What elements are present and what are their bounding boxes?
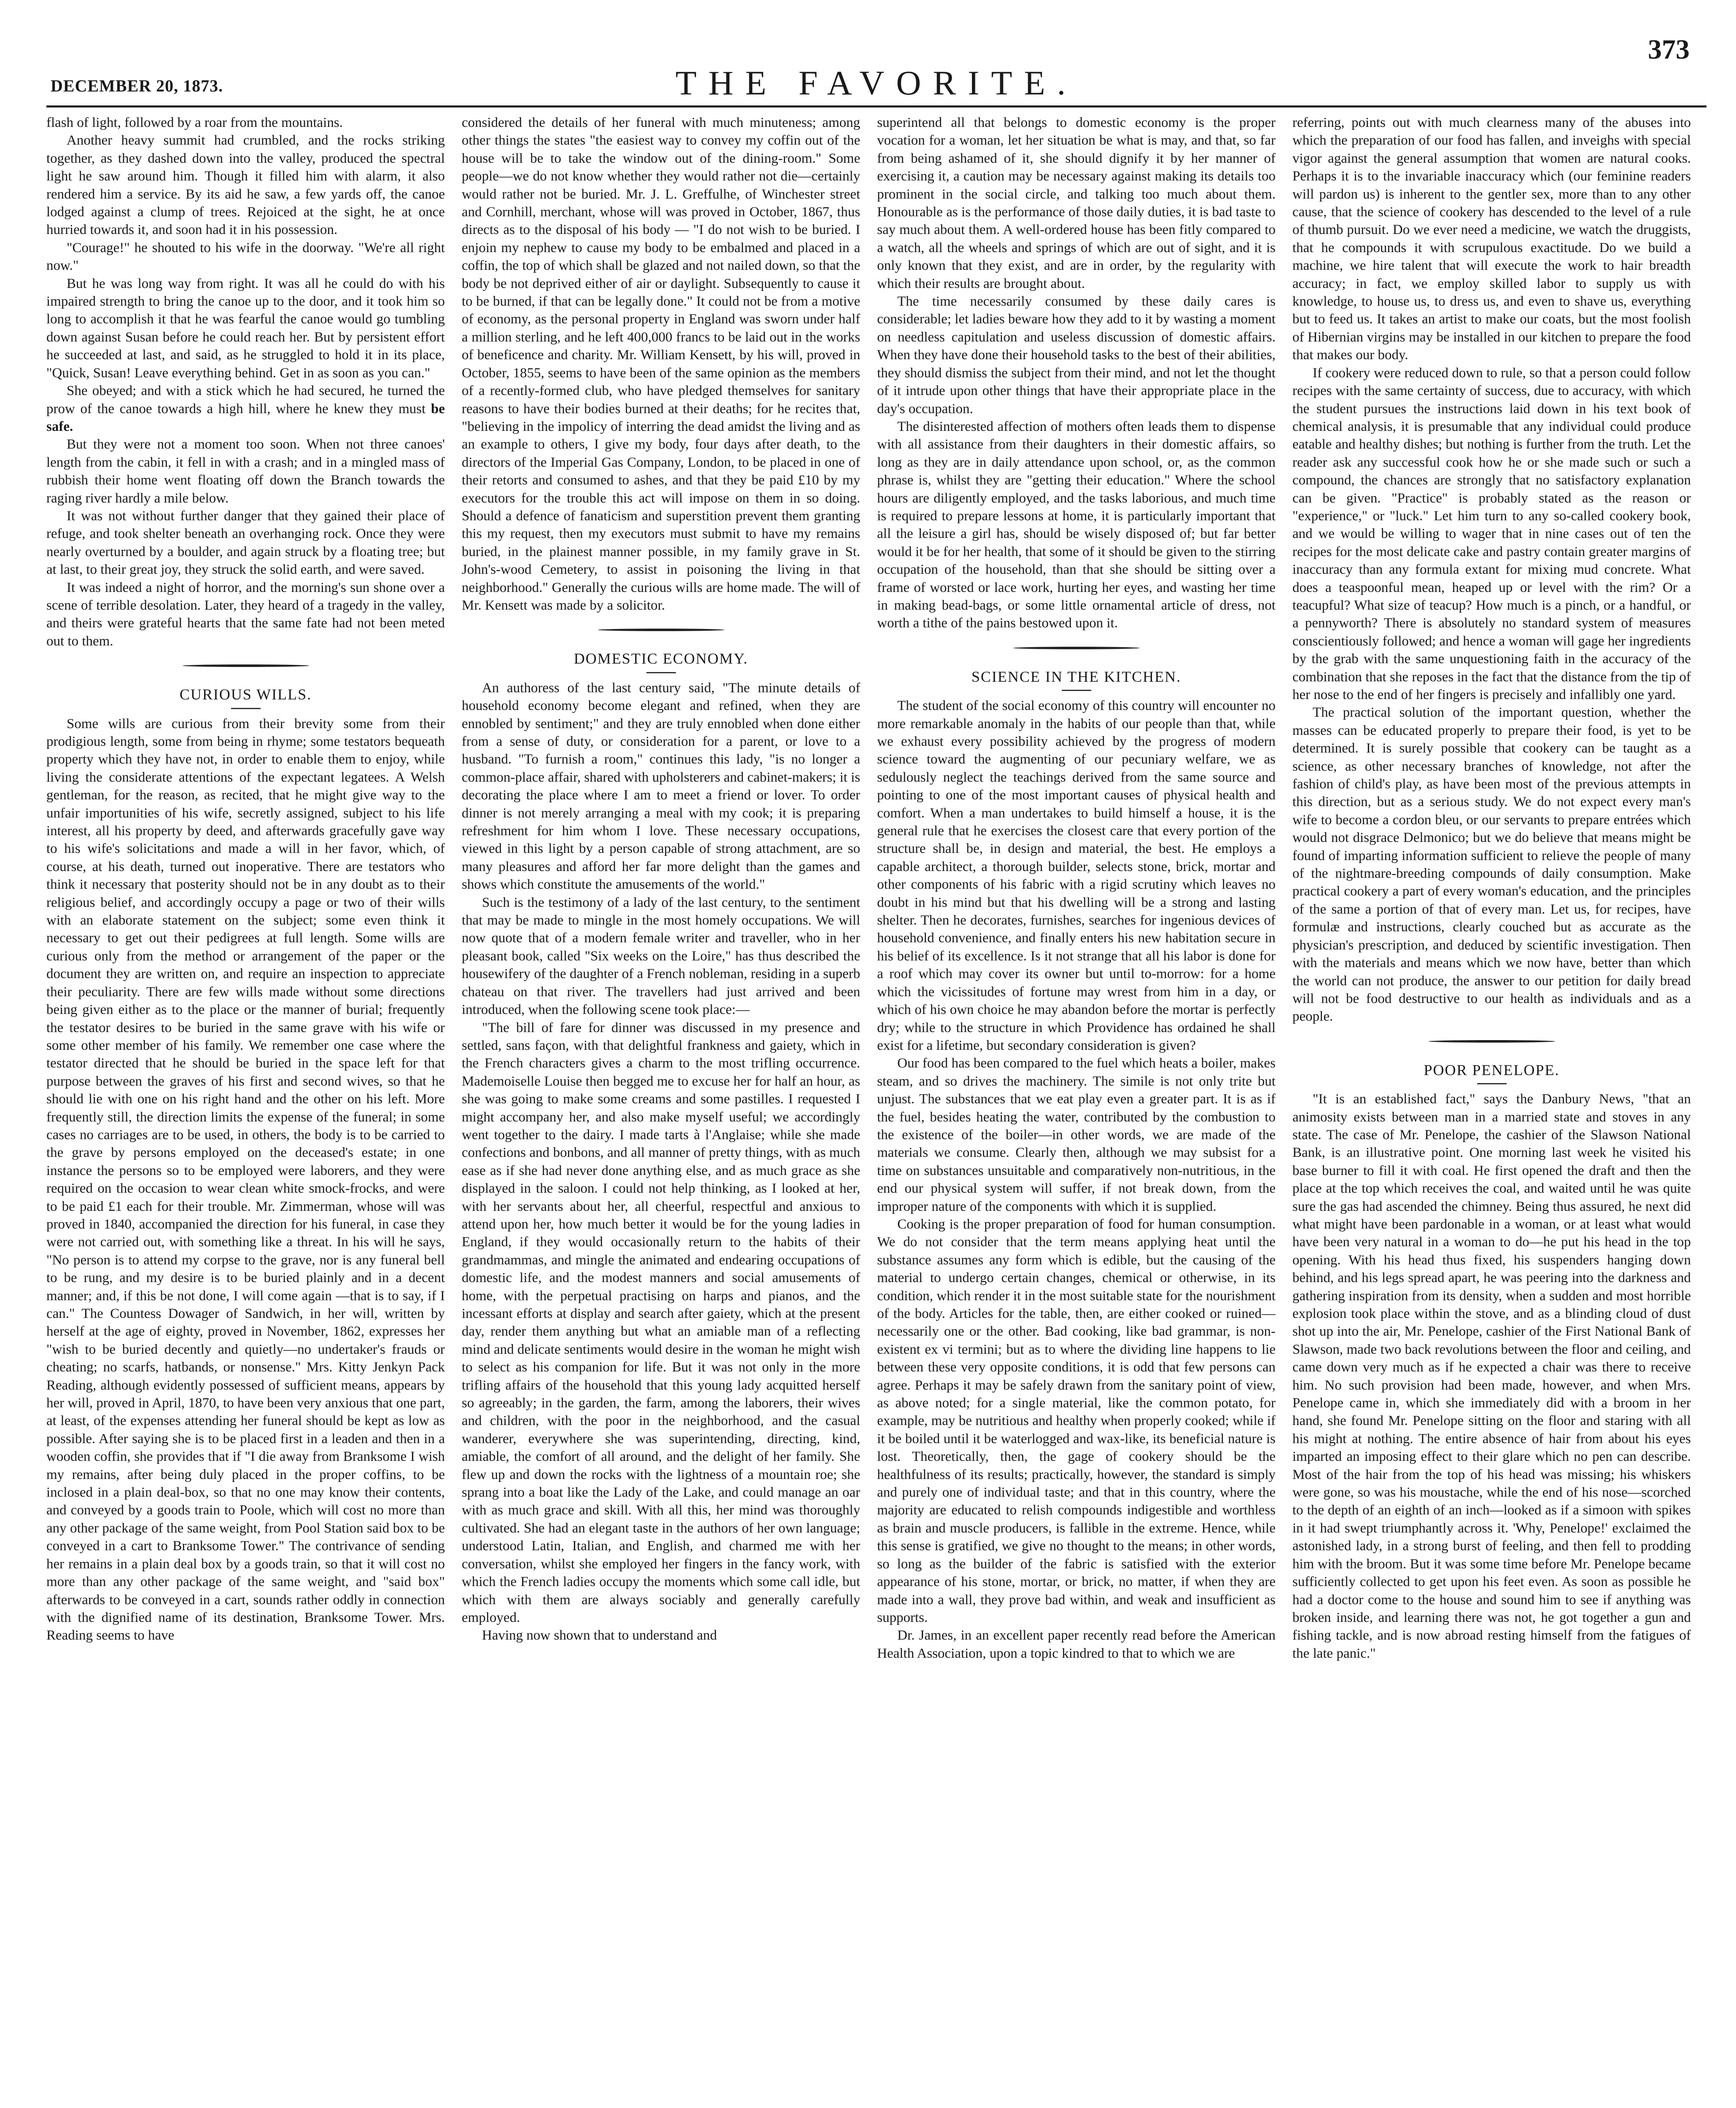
paragraph: The student of the social economy of this country will encounter no more remarkable anomaly in the habits of our people than that, while we exhaust every possibility achieved by the progress of modern science toward the augmenting of our pecuniary welfare, we as sedulously neglect the teachings derived from the same source and pointing to one of the most important causes of physical health and comfort. When a man undertakes to build himself a house, it is the general rule that he exercises the closest care that every portion of the structure shall be, in design and material, the best. He employs a capable architect, a thorough builder, selects stone, brick, mortar and other components of his fabric with a rigid scrutiny which leaves no doubt in his mind but that his dwelling will be a strong and lasting shelter. Then he decorates, furnishes, searches for ingenious devices of household convenience, and finally enters his new habitation secure in his belief of its excellence. Is it not strange that all his labor is done for a roof which may cover its owner but until to-morrow: for a home which the vicissitudes of fortune may wrest from him in a day, or which of his own choice he may abandon before the mortar is perfectly dry; while to the structure in which Providence has ordained he shall exist for a lifetime, but secondary consideration is given? — [877, 698, 1276, 1053]
paragraph: superintend all that belongs to domestic economy is the proper vocation for a woman, let her situation be what is may, and that, so far from being ashamed of it, she should dignify it by her manner of exercising it, a caution may be necessary against making its details too prominent in the social circle, and talking too much about them. Honourable as is the performance of those daily duties, it is bad taste to say much about them. A well-ordered house has been fitly compared to a watch, all the wheels and springs of which are out of sight, and it is only known that they exist, and are in order, by the regularity with which their results are brought about. — [877, 115, 1276, 291]
section-divider — [46, 653, 445, 678]
article-columns — [46, 114, 1691, 2108]
paragraph: But he was long way from right. It was all he could do with his impaired strength to bring the canoe up to the door, and it took him so long to accomplish it that he was fearful the canoe would go tumbling down against Susan before he could reach her. But by persistent effort he succeeded at last, and said, as he struggled to hold it in its place, "Quick, Susan! Leave everything behind. Get in as soon as you can." — [46, 276, 445, 381]
paragraph: referring, points out with much clearness many of the abuses into which the preparation of our food has fallen, and inveighs with special vigor against the general assumption that women are natural cooks. Perhaps it is to the invariable inaccuracy which (our feminine readers will pardon us) is inherent to the gentler sex, more than to any other cause, that the science of cookery has descended to the level of a rule of thumb pursuit. Do we ever need a medicine, we watch the druggists, that he compounds it with scrupulous exactitude. Do we build a machine, we hire talent that will execute the work to hair breadth accuracy; in fact, we employ skilled labor to supply us with knowledge, to house us, to dress us, and even to shave us, everything but to feed us. It takes an artist to make our coats, but the most foolish of Hibernian virgins may be installed in our kitchen to prepare the food that makes our body. — [1292, 115, 1691, 363]
paragraph: Our food has been compared to the fuel which heats a boiler, makes steam, and so drives the machinery. The simile is not only trite but unjust. The substances that we eat play even a greater part. It is as if the fuel, besides heating the water, contributed by the combustion to the existence of the boiler—in other words, we are made of the materials we consume. Clearly then, although we may subsist for a time on substances unsuitable and comparatively non-nutritious, in the end our physical system will suffer, if not break down, from the improper nature of the components with which it is supplied. — [877, 1056, 1276, 1214]
issue-date: DECEMBER 20, 1873. — [51, 76, 223, 95]
paragraph: An authoress of the last century said, "The minute details of household economy become elegant and refined, when they are ennobled by sentiment;" and they are truly ennobled when done either from a sense of duty, or consideration for a parent, or love to a husband. "To furnish a room," continues this lady, "is no longer a common-place affair, shared with upholsterers and cabinet-makers; it is decorating the place where I am to meet a friend or lover. To order dinner is not merely arranging a meal with my cook; it is preparing refreshment for him whom I love. These necessary occupations, viewed in this light by a person capable of strong attachment, are so many pleasures and afford her far more delight than the games and shows which constitute the amusements of the world." — [462, 680, 860, 893]
paragraph: The time necessarily consumed by these daily cares is considerable; let ladies beware how they add to it by wasting a moment on needless capitulation and useless discussion of domestic affairs. When they have done their household tasks to the best of their abilities, they should dismiss the subject from their mind, and not let the thought of it intrude upon other things that have their appropriate place in the day's occupation. — [877, 294, 1276, 417]
paragraph: The practical solution of the important question, whether the masses can be educated properly to prepare their food, is yet to be determined. It is surely possible that cookery can be taught as a science, as other necessary branches of knowledge, not after the fashion of child's play, as have been most of the previous attempts in this direction, but as a serious study. We do not expect every man's wife to become a cordon bleu, or our servants to prepare entrées which would not disgrace Delmonico; but we do believe that means might be found of imparting information sufficient to relieve the people of many of the nightmare-breeding compounds of daily consumption. Make practical cookery a part of every woman's education, and the principles of the same a portion of that of every man. Let us, for recipes, have formulæ and instructions, clearly couched but as accurate as the physician's prescription, and deduced by scientific investigation. Then with the materials and means which we now have, better than which the world can not produce, the answer to our petition for daily bread will not be food destructive to our health as individuals and as a people. — [1292, 705, 1691, 1024]
column-1 — [46, 114, 445, 2108]
heading-rule — [1062, 690, 1091, 691]
divider-ornament — [183, 664, 309, 667]
paragraph: Dr. James, in an excellent paper recently read before the American Health Association, upon a topic kindred to that to which we are — [877, 1628, 1276, 1661]
divider-ornament — [598, 629, 724, 631]
paragraph: "The bill of fare for dinner was discussed in my presence and settled, sans façon, with that delightful frankness and gaiety, which in the French characters gives a charm to the most trifling occurrence. Mademoiselle Louise then begged me to excuse her for half an hour, as she was going to make some creams and some pastilles. I requested I might accompany her, and also make myself useful; we accordingly went together to the dairy. I made tarts à l'Anglaise; while she made confections and bonbons, and all manner of pretty things, with as much ease as if she had never done anything else, and as much grace as she displayed in the saloon. I could not help thinking, as I looked at her, with her servants about her, all cheerful, respectful and anxious to attend upon her, how much better it would be for the young ladies in England, if they would occasionally return to the habits of their grandmammas, and mingle the animated and endearing occupations of domestic life, and the modest manners and social amusements of home, with the perpetual practising on harps and pianos, and the incessant efforts at display and search after gaiety, which at the present day, render them anything but what an amiable man of a reflecting mind and delicate sentiments would desire in the woman he might wish to select as his companion for life. But it was not only in the more trifling affairs of the household that this young lady acquitted herself so agreeably; in the garden, the farm, among the laborers, their wives and children, with the poor in the neighborhood, and the casual wanderer, everywhere she was superintending, directing, kind, amiable, the comfort of all around, and the delight of her family. She flew up and down the rocks with the lightness of a mountain roe; she sprang into a boat like the Lady of the Lake, and could manage an oar with as much grace and skill. With all this, her mind was thoroughly cultivated. She had an elegant taste in the authors of her own language; understood Latin, Italian, and English, and charmed me with her conversation, whilst she employed her fingers in the fancy work, with which the French ladies occupy the moments which some call idle, but which with them are always sociably and generally carefully employed. — [462, 1020, 860, 1625]
article-heading: SCIENCE IN THE KITCHEN. — [971, 668, 1182, 685]
masthead — [46, 17, 1706, 108]
paragraph: Another heavy summit had crumbled, and the rocks striking together, as they dashed down into the valley, produced the spectral light he saw around him. Though it filled him with alarm, it also rendered him a service. By its aid he saw, a few yards off, the canoe lodged against a clump of trees. Rejoiced at the sight, he at once hurried towards it, and soon had it in his possession. — [46, 133, 445, 238]
paragraph: It was not without further danger that they gained their place of refuge, and took shelter beneath an overhanging rock. Once they were nearly overturned by a boulder, and again struck by a floating tree; but at last, to their great joy, they struck the solid earth, and were saved. — [46, 508, 445, 578]
paragraph — [46, 382, 445, 436]
paragraph: But they were not a moment too soon. When not three canoes' length from the cabin, it fell in with a crash; and in a mingled mass of rubbish their home went floating off down the Branch towards the raging river hardly a mile below. — [46, 437, 445, 506]
paragraph: Cooking is the proper preparation of food for human consumption. We do not consider that the term means applying heat until the substance assumes any form which is edible, but the causing of the material to undergo certain changes, chemical or otherwise, in its condition, which render it in the most suitable state for the nourishment of the body. Articles for the table, then, are either cooked or ruined—necessarily one or the other. Bad cooking, like bad grammar, is non-existent ex vi termini; but as to where the dividing line happens to lie between these very opposite conditions, it is odd that few persons can agree. Perhaps it may be safely drawn from the sanitary point of view, as above noted; for a single material, like the common potato, for example, may be nutritious and healthy when properly cooked; while if it be boiled until it be waterlogged and wax-like, its beneficial nature is lost. Theoretically, then, the gage of cookery should be the healthfulness of its results; practically, however, the standard is simply and purely one of individual taste; and that in this country, where the majority are educated to relish compounds indigestible and worthless as brain and muscle producers, is fallible in the extreme. Hence, while this sense is gratified, we give no thought to the means; in other words, so long as the builder of the fabric is satisfied with the exterior appearance of his stone, mortar, or brick, no matter, if when they are made into a wall, they prove bad within, and weak and insufficient as supports. — [877, 1216, 1276, 1625]
page-number: 373 — [1648, 34, 1690, 65]
paragraph-text: She obeyed; and with a stick which he had secured, he turned the prow of the canoe towards a high hill, where he knew they must — [46, 383, 445, 417]
heading-rule — [231, 708, 261, 709]
publication-title: THE FAVORITE. — [675, 64, 1078, 102]
paragraph: "Courage!" he shouted to his wife in the doorway. "We're all right now." — [46, 240, 445, 274]
column-4 — [1292, 114, 1691, 2108]
paragraph: flash of light, followed by a roar from the mountains. — [46, 115, 343, 130]
paragraph: It was indeed a night of horror, and the morning's sun shone over a scene of terrible desolation. Later, they heard of a tragedy in the valley, and theirs were grateful hearts that the same fate had not been meted out to them. — [46, 580, 445, 649]
article-heading: DOMESTIC ECONOMY. — [573, 650, 748, 667]
heading-rule — [646, 672, 676, 673]
divider-ornament — [1013, 647, 1140, 649]
paragraph: The disinterested affection of mothers often leads them to dispense with all assistance from their daughters in their domestic affairs, so long as they are in daily attendance upon school, or, as the common phrase is, whilst they are "getting their education." Where the school hours are diligently employed, and the tasks laborious, and much time is required to prepare lessons at home, it is particularly important that all the leisure a girl has, should be wisely disposed of; but far better would it be for her health, that some of it should be given to the stirring occupation of the household, than that she should be sitting over a frame of worsted or lace work, hurting her eyes, and wasting her time in making bead-bags, or some little ornamental article of dress, not worth a tithe of the pains bestowed upon it. — [877, 419, 1276, 631]
heading-rule — [1477, 1083, 1507, 1084]
article-heading: CURIOUS WILLS. — [179, 686, 312, 703]
paragraph: Such is the testimony of a lady of the last century, to the sentiment that may be made to mingle in the most homely occupations. We will now quote that of a modern female writer and traveller, who in her pleasant book, called "Six weeks on the Loire," has thus described the housewifery of the daughter of a French nobleman, residing in a superb chateau on that river. The travellers had just arrived and been introduced, when the following scene took place:— — [462, 895, 860, 1018]
article-heading: POOR PENELOPE. — [1424, 1061, 1560, 1078]
section-divider — [1292, 1029, 1691, 1054]
column-3 — [877, 114, 1276, 2108]
paragraph: Some wills are curious from their brevity some from their prodigious length, some from being in rhyme; some testators bequeath property which they have not, in order to enable them to enjoy, while living the considerate attentions of the expectant legatees. A Welsh gentleman, for the reason, as recited, that he might give way to the unfair importunities of his wife, secretly assigned, subject to his life interest, all his property by deed, and afterwards gracefully gave way to his wife's solicitations and made a will in her favor, which, of course, at his death, turned out inoperative. There are testators who think it necessary that posterity should not be in any doubt as to their religious belief, and accordingly occupy a page or two of their wills with an elaborate statement on the subject; some even think it necessary to get out their pedigrees at full length. Some wills are curious only from the method or arrangement of the paper or the document they are written on, and require an inspection to appreciate their peculiarity. There are few wills made without some directions being given either as to the place or the manner of burial; frequently the testator desires to be buried in the same grave with his wife or some other member of his family. We remember one case where the testator directed that he should be buried in the space left for that purpose between the graves of his first and second wives, so that he should lie with one on his right hand and the other on his left. More frequently still, the direction limits the expense of the funeral; in some cases no carriages are to be used, in others, the body is to be carried to the grave by persons employed on the deceased's estate; in one instance the persons so to be employed were laborers, and they were required on the occasion to wear clean white smock-frocks, and were to be paid £1 each for their trouble. Mr. Zimmerman, whose will was proved in 1840, accompanied the direction for his funeral, in case they were not carried out, with something like a threat. In his will he says, "No person is to attend my corpse to the grave, nor is any funeral bell to be rung, and my desire is to be buried plainly and in a decent manner; and, if this be not done, I will come again —that is to say, if I can." The Countess Dowager of Sandwich, in her will, written by herself at the age of eighty, proved in November, 1862, expresses her "wish to be buried decently and quietly—no undertaker's frauds or cheating; no scarfs, hatbands, or nonsense." Mrs. Kitty Jenkyn Pack Reading, although evidently possessed of sufficient means, appears by her will, proved in April, 1870, to have been very anxious that one part, at least, of the expenses attending her funeral should be kept as low as possible. After saying she is to be placed first in a leaden and then in a wooden coffin, she provides that if "I die away from Branksome I wish my remains, after being duly placed in the proper coffins, to be inclosed in a plain deal-box, so that no one may know their contents, and conveyed by a goods train to Poole, which will cost no more than any other package of the same weight, from Pool Station said box to be conveyed in a cart to Branksome Tower." The contrivance of sending her remains in a plain deal box by a goods train, so that it will cost no more than any other package of the same weight, and "said box" afterwards to be conveyed in a cart, sounds rather oddly in connection with the dignified name of its destination, Branksome Tower. Mrs. Reading seems to have — [46, 716, 445, 1643]
column-2 — [462, 114, 860, 2108]
paragraph: considered the details of her funeral with much minuteness; among other things the states "the easiest way to convey my coffin out of the house will be to take the window out of the dining-room." Some people—we do not know whether they would rather not die—certainly would rather not be buried. Mr. J. L. Greffulhe, of Winchester street and Cornhill, merchant, whose will was proved in October, 1867, thus directs as to the disposal of his body — "I do not wish to be buried. I enjoin my nephew to cause my body to be embalmed and placed in a coffin, the top of which shall be glazed and not nailed down, so that the body be not deprived either of air or daylight. Subsequently to cause it to be burned, if that can be legally done." It could not be from a motive of economy, as the personal property in England was sworn under half a million sterling, and he left 400,000 francs to be laid out in the works of beneficence and charity. Mr. William Kensett, by his will, proved in October, 1855, seems to have been of the same opinion as the members of a recently-formed club, who have pledged themselves for sanitary reasons to have their bodies burned at their deaths; for he recites that, "believing in the impolicy of interring the dead amidst the living and as an example to others, I give my body, four days after death, to the directors of the Imperial Gas Company, London, to be placed in one of their retorts and consumed to ashes, and that they be paid £10 by my executors for the trouble this act will impose on them in so doing. Should a defence of fanaticism and superstition prevent them granting this my request, then my executors must submit to have my remains buried, in the plainest manner possible, in my family grave in St. John's-wood Cemetery, to assist in poisoning the living in that neighborhood." Generally the curious wills are home made. The will of Mr. Kensett was made by a solicitor. — [462, 115, 860, 613]
divider-ornament — [1429, 1040, 1555, 1043]
paragraph: Having now shown that to understand and — [482, 1628, 717, 1643]
paragraph-text-bold: be safe. — [46, 401, 445, 434]
paragraph: "It is an established fact," says the Danbury News, "that an animosity exists between man in a married state and stoves in any state. The case of Mr. Penelope, the cashier of the Slawson National Bank, is an illustrative point. One morning last week he visited his base burner to fill it with coal. He first opened the draft and then the place at the top which receives the coal, and waited until he was quite sure the gas had ascended the chimney. Being thus assured, he next did what might have been pardonable in a woman, or at least what would have been very natural in a woman to do—he put his head in the top opening. With his head thus fixed, his suspenders hanging down behind, and his legs spread apart, he was peering into the darkness and gathering inspiration from its density, when a sudden and most horrible explosion took place within the stove, and as a blinding cloud of dust shot up into the air, Mr. Penelope, cashier of the First National Bank of Slawson, made two back revolutions between the floor and ceiling, and came down very much as if he expected a chair was there to receive him. No such provision had been made, however, and when Mrs. Penelope came in, which she immediately did with a broom in her hand, she found Mr. Penelope sitting on the floor and staring with all his might at nothing. The entire absence of hair from about his eyes imparted an imposing effect to their glare which no pen can describe. Most of the hair from the top of his head was missing; his whiskers were gone, so was his moustache, while the end of his nose—scorched to the depth of an eighth of an inch—looked as if a simoon with spikes in it had swept triumphantly across it. 'Why, Penelope!' exclaimed the astonished lady, in a strong burst of feeling, and then fell to prodding him with the broom. But it was some time before Mr. Penelope became sufficiently collected to get upon his feet even. As soon as possible he had a doctor come to the house and sound him to see if anything was broken inside, and learning there was not, he got together a gun and fishing tackle, and is now abroad resting himself from the fatigues of the late panic." — [1292, 1092, 1691, 1661]
section-divider — [462, 618, 860, 642]
section-divider — [877, 636, 1276, 660]
paragraph: If cookery were reduced down to rule, so that a person could follow recipes with the same certainty of success, due to accuracy, with which the student pursues the instructions laid down in his text book of chemical analysis, it is presumable that any individual could produce eatable and healthy dishes; but nothing is further from the truth. Let the reader ask any successful cook how he or she made such or such a compound, the chances are strongly that no satisfactory explanation can be given. "Practice" is probably stated as the reason or "experience," or "luck." Let him turn to any so-called cookery book, and we would be willing to wager that in nine cases out of ten the recipes for the most delicate cake and pastry contain greater margins of inaccuracy than any formula extant for mixing mud concrete. What does a teaspoonful mean, heaped up or level with the rim? Or a teacupful? What size of teacup? How much is a pinch, or a handful, or a pennyworth? There is absolutely no standard system of measures conscientiously followed; and hence a woman will gage her ingredients by the grab with the same unquestioning faith in the accuracy of the combination that she reposes in the fact that the distance from the tip of her nose to the end of her fingers is precisely and infallibly one yard. — [1292, 365, 1691, 702]
